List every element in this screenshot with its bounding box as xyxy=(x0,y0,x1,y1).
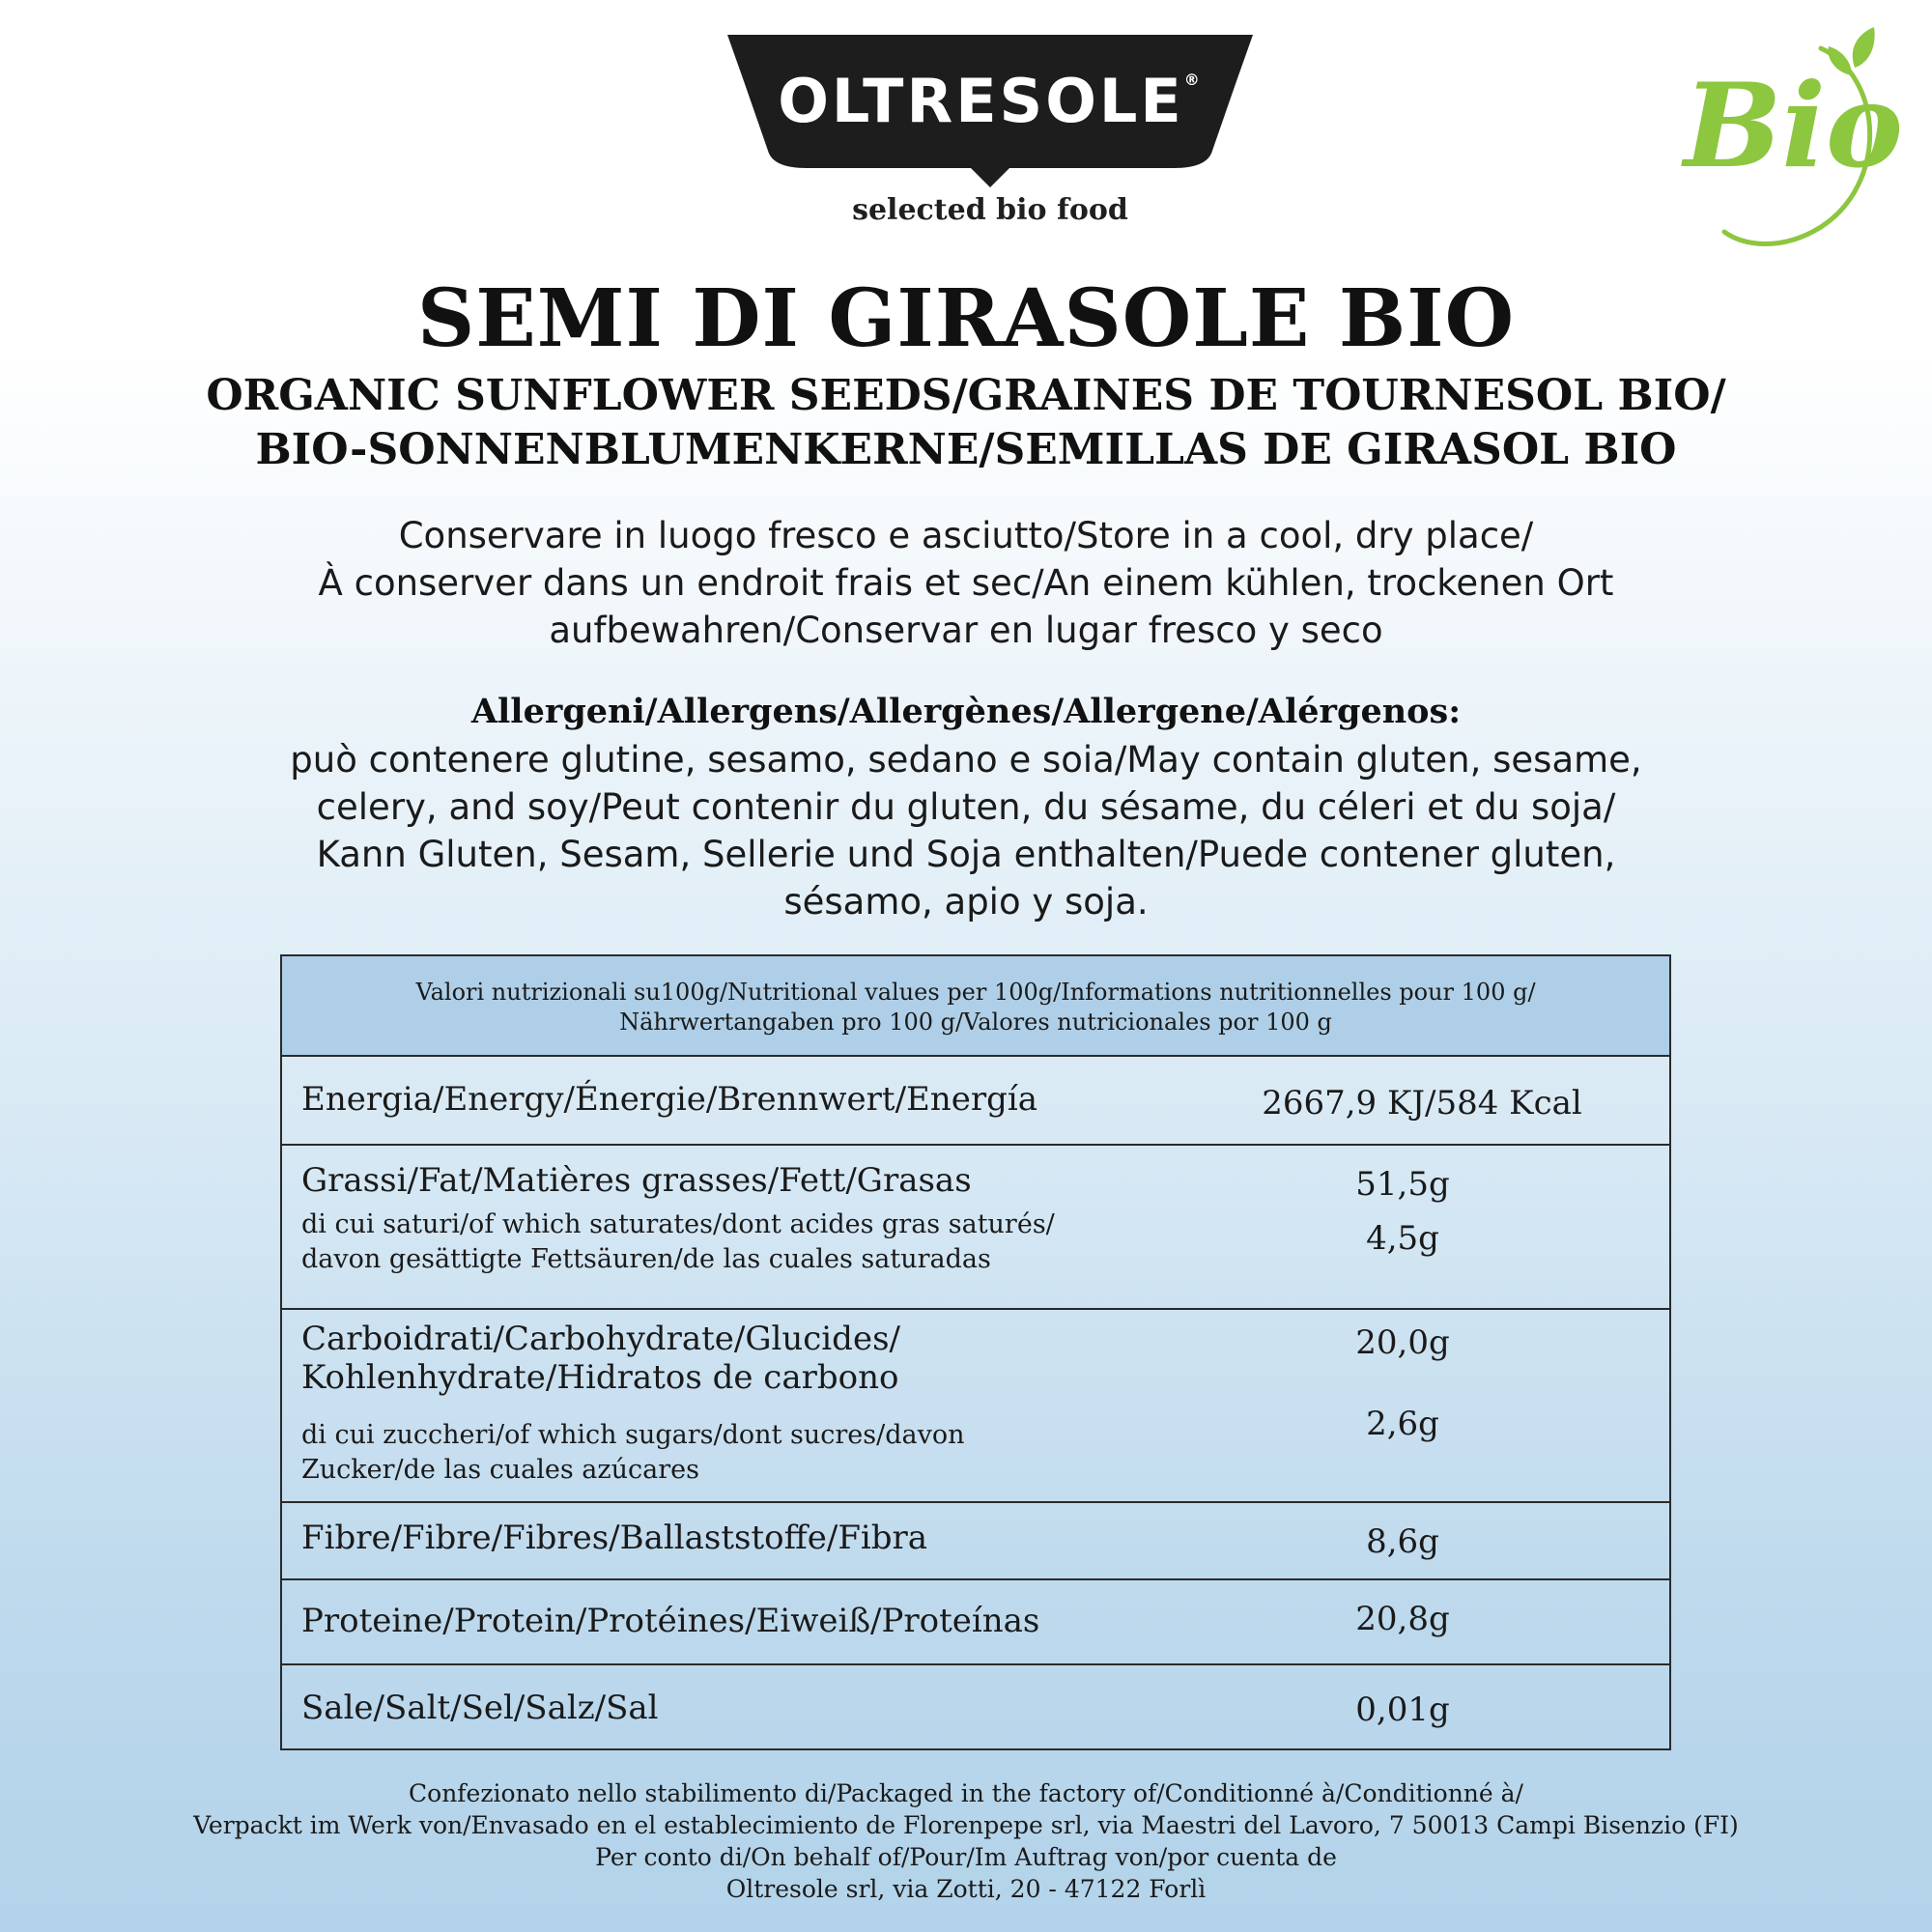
energy-value: 2667,9 KJ/584 Kcal xyxy=(1262,1084,1582,1122)
saturates-label xyxy=(301,1208,1055,1277)
storage-line: aufbewahren/Conservar en lugar fresco y seco xyxy=(549,610,1383,651)
nutrition-row-salt xyxy=(282,1665,1669,1748)
carbs-label-line: Carboidrati/Carbohydrate/Glucides/ xyxy=(301,1320,900,1358)
product-subtitle xyxy=(0,369,1932,477)
allergens-line: Kann Gluten, Sesam, Sellerie und Soja enthalten/Puede contener gluten, xyxy=(316,834,1616,875)
footer-line: Verpackt im Werk von/Envasado en el establecimiento de Florenpepe srl, via Maestri del Lavoro, 7 50013 Campi Bisenzio (FI) xyxy=(193,1811,1739,1839)
fibre-label: Fibre/Fibre/Fibres/Ballaststoffe/Fibra xyxy=(301,1519,928,1557)
subtitle-line: BIO-SONNENBLUMENKERNE/SEMILLAS DE GIRASOL BIO xyxy=(255,425,1677,474)
allergens-line: celery, and soy/Peut contenir du gluten, du sésame, du céleri et du soja/ xyxy=(316,786,1616,828)
nutrition-row-energy xyxy=(282,1057,1669,1146)
nutrition-row-fat xyxy=(282,1146,1669,1310)
sugars-value: 2,6g xyxy=(1366,1405,1439,1443)
product-title: SEMI DI GIRASOLE BIO xyxy=(416,272,1515,365)
allergens-text xyxy=(145,736,1787,925)
carbs-label-line: Kohlenhydrate/Hidratos de carbono xyxy=(301,1358,899,1397)
allergens-line: può contenere glutine, sesamo, sedano e soia/May contain gluten, sesame, xyxy=(290,739,1642,781)
bio-badge xyxy=(1676,19,1904,261)
salt-label: Sale/Salt/Sel/Salz/Sal xyxy=(301,1689,659,1727)
nutrition-header-line: Valori nutrizionali su100g/Nutritional values per 100g/Informations nutritionnelles pour 100 g/ xyxy=(415,979,1536,1006)
brand-logo xyxy=(720,35,1261,199)
energy-label: Energia/Energy/Énergie/Brennwert/Energía xyxy=(301,1080,1038,1119)
brand-tagline: selected bio food xyxy=(852,193,1128,227)
footer-line: Confezionato nello stabilimento di/Packaged in the factory of/Conditionné à/Conditionné à/ xyxy=(409,1779,1523,1807)
storage-instructions xyxy=(145,512,1787,654)
nutrition-header-line: Nährwertangaben pro 100 g/Valores nutricionales por 100 g xyxy=(619,1009,1332,1036)
footer-line: Per conto di/On behalf of/Pour/Im Auftrag von/por cuenta de xyxy=(595,1843,1337,1871)
nutrition-row-protein xyxy=(282,1580,1669,1665)
fibre-value: 8,6g xyxy=(1366,1522,1439,1561)
saturates-value: 4,5g xyxy=(1366,1219,1439,1258)
sugars-label xyxy=(301,1418,964,1488)
carbs-label xyxy=(301,1320,900,1397)
sugars-label-line: Zucker/de las cuales azúcares xyxy=(301,1455,699,1485)
storage-line: Conservare in luogo fresco e asciutto/Store in a cool, dry place/ xyxy=(398,515,1534,556)
nutrition-row-carbohydrate xyxy=(282,1310,1669,1503)
sugars-label-line: di cui zuccheri/of which sugars/dont sucres/davon xyxy=(301,1420,965,1450)
allergens-title: Allergeni/Allergens/Allergènes/Allergene/Alérgenos: xyxy=(470,692,1462,731)
protein-value: 20,8g xyxy=(1355,1600,1450,1638)
fat-label: Grassi/Fat/Matières grasses/Fett/Grasas xyxy=(301,1161,972,1200)
nutrition-table-header xyxy=(282,956,1669,1057)
allergens-line: sésamo, apio y soja. xyxy=(783,881,1149,923)
nutrition-table xyxy=(280,954,1671,1750)
packaging-footer xyxy=(0,1777,1932,1905)
bio-badge-text: Bio xyxy=(1684,58,1904,194)
saturates-label-line: di cui saturi/of which saturates/dont acides gras saturés/ xyxy=(301,1209,1055,1239)
subtitle-line: ORGANIC SUNFLOWER SEEDS/GRAINES DE TOURNESOL BIO/ xyxy=(206,371,1726,420)
fat-value: 51,5g xyxy=(1355,1165,1450,1204)
storage-line: À conserver dans un endroit frais et sec/An einem kühlen, trockenen Ort xyxy=(318,562,1614,604)
protein-label: Proteine/Protein/Protéines/Eiweiß/Proteínas xyxy=(301,1602,1040,1640)
saturates-label-line: davon gesättigte Fettsäuren/de las cuales saturadas xyxy=(301,1244,991,1274)
salt-value: 0,01g xyxy=(1355,1690,1450,1729)
logo-text: OLTRESOLE® xyxy=(778,66,1203,136)
nutrition-row-fibre xyxy=(282,1503,1669,1580)
carbs-value: 20,0g xyxy=(1355,1323,1450,1362)
footer-line: Oltresole srl, via Zotti, 20 - 47122 Forlì xyxy=(725,1875,1207,1903)
